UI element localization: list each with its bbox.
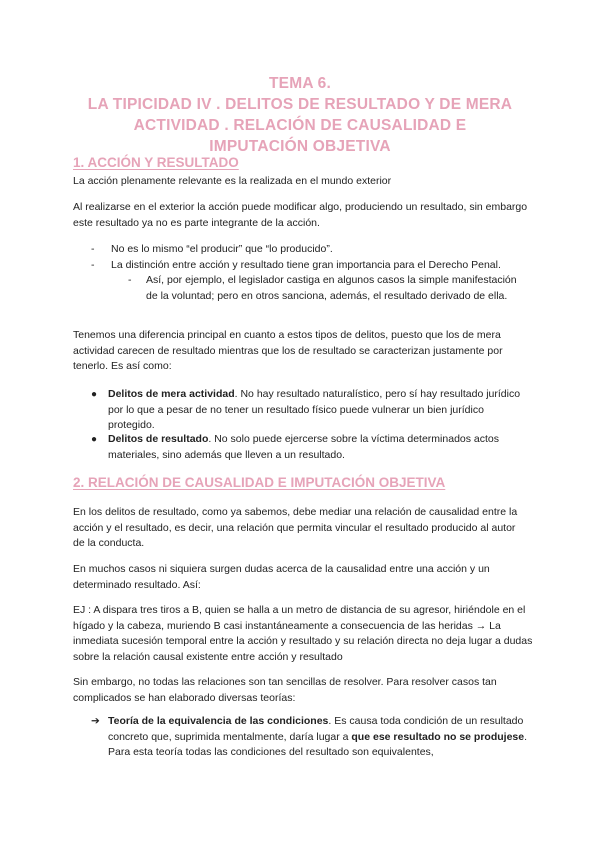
arrow-item-text-1: . Es causa toda condición de un resultado concreto que, suprimida mentalmente, daría lugar a — [108, 715, 524, 743]
dash-item-2: La distinción entre acción y resultado tiene gran importancia para el Derecho Penal. — [111, 259, 501, 271]
dash-bullet-1: - — [91, 243, 95, 255]
dash-bullet-2: - — [91, 259, 95, 271]
arrow-item-bold-2: que ese resultado no se produjese — [351, 730, 525, 743]
section-2-example: EJ : A dispara tres tiros a B, quien se halla a un metro de distancia de su agresor, hiriéndole en el hígado y la cabeza, muriendo B casi instantáneamente a consecuencia de las heridas → La inmediata sucesión temporal entre la acción y resultado y su relación directa no deja lugar a dudas sobre la relación causal existente entre acción y resultado — [73, 604, 533, 663]
section-1-paragraph-2: Al realizarse en el exterior la acción puede modificar algo, produciendo un resultado, sin embargo este resultado ya no es parte integrante de la acción. — [73, 201, 528, 229]
section-1-paragraph-1: La acción plenamente relevante es la realizada en el mundo exterior — [73, 175, 392, 187]
bullet-1-text: . No hay resultado naturalístico, pero sí hay resultado jurídico por lo que a pesar de no tener un resultado físico puede vulnerar un bien jurídico protegido. — [108, 388, 521, 431]
dash-item-1: No es lo mismo “el producir” que “lo producido”. — [111, 243, 333, 255]
arrow-item — [108, 714, 533, 761]
bullet-1-bold: Delitos de mera actividad — [108, 388, 235, 400]
bullet-2-text: . No solo puede ejercerse sobre la víctima determinados actos materiales, sino además que lleven a un resultado. — [108, 433, 500, 461]
document-title — [60, 73, 540, 157]
section-2-paragraph-4: Sin embargo, no todas las relaciones son tan sencillas de resolver. Para resolver casos tan complicados se han elaborado diversas teorías: — [73, 676, 497, 704]
title-line-3: ACTIVIDAD . RELACIÓN DE CAUSALIDAD E — [133, 117, 467, 134]
title-line-4: IMPUTACIÓN OBJETIVA — [209, 138, 391, 155]
bullet-item-2 — [108, 432, 528, 463]
arrow-item-text-2: . Para esta teoría todas las condiciones del resultado son equivalentes, — [108, 730, 528, 758]
section-2-heading: 2. RELACIÓN DE CAUSALIDAD E IMPUTACIÓN OBJETIVA — [73, 475, 446, 490]
section-1-paragraph-3: Tenemos una diferencia principal en cuanto a estos tipos de delitos, puesto que los de mera actividad carecen de resultado mientras que los de resultado se caracterizan justamente por tenerlo. Es así como: — [73, 329, 503, 372]
bullet-2-bold: Delitos de resultado — [108, 433, 209, 445]
sub-dash-item: Así, por ejemplo, el legislador castiga en algunos casos la simple manifestación de la voluntad; pero en otros sanciona, además, el resultado derivado de ella. — [146, 274, 517, 302]
arrow-item-bold-1: Teoría de la equivalencia de las condiciones — [108, 715, 329, 727]
bullet-dot-1: ● — [91, 389, 98, 400]
title-line-1: TEMA 6. — [269, 75, 331, 92]
section-2-paragraph-2: En muchos casos ni siquiera surgen dudas acerca de la causalidad entre una acción y un determinado resultado. Así: — [73, 563, 490, 591]
title-line-2: LA TIPICIDAD IV . DELITOS DE RESULTADO Y DE MERA — [87, 96, 513, 113]
section-1-heading: 1. ACCIÓN Y RESULTADO — [73, 155, 239, 170]
section-2-paragraph-1: En los delitos de resultado, como ya sabemos, debe mediar una relación de causalidad entre la acción y el resultado, es decir, una relación que permita vincular el resultado producido al autor de la conducta. — [73, 506, 518, 549]
arrow-bullet-icon: ➔ — [91, 715, 100, 727]
bullet-item-1 — [108, 387, 528, 434]
sub-dash-bullet: - — [128, 274, 132, 286]
bullet-dot-2: ● — [91, 434, 98, 445]
